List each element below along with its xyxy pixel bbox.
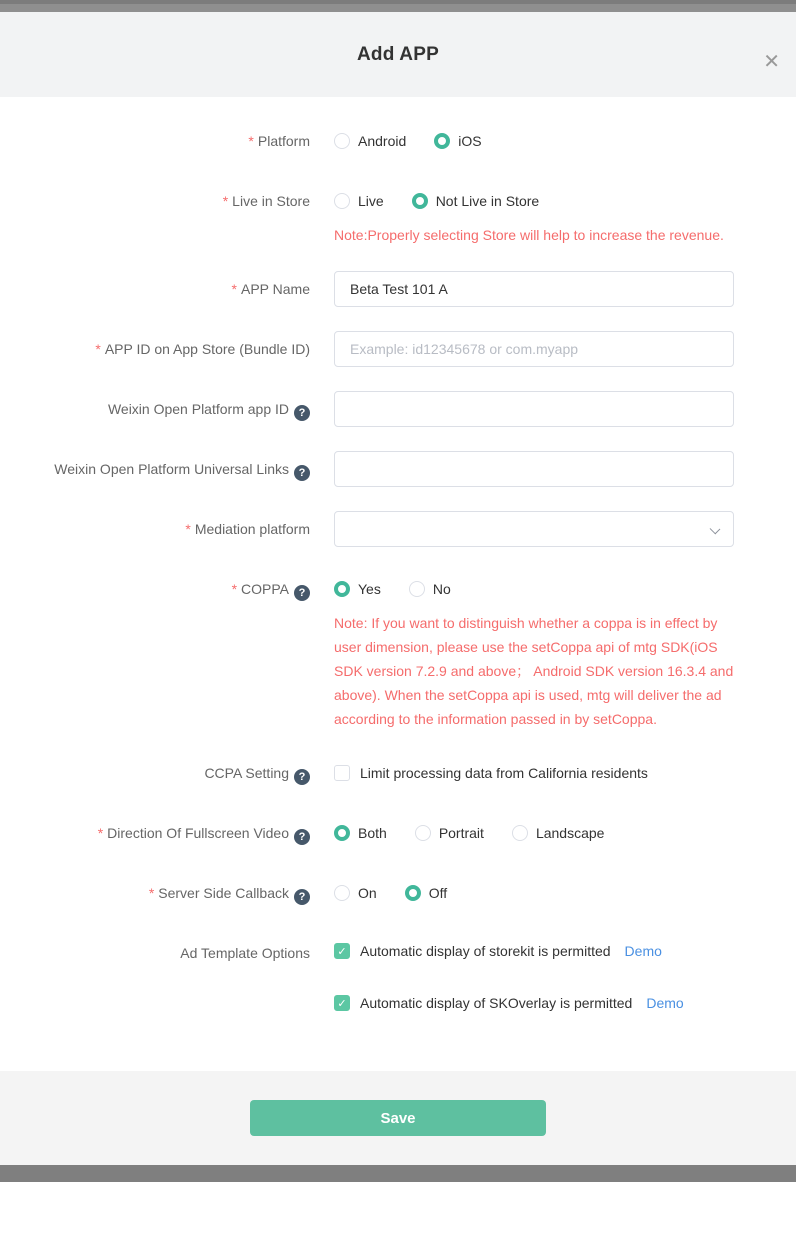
radio-selected-icon[interactable]: [334, 581, 350, 597]
storekit-checkbox-label: Automatic display of storekit is permitted: [360, 943, 611, 959]
radio-unselected-icon[interactable]: [409, 581, 425, 597]
ad-template-row: [0, 935, 796, 1011]
close-icon[interactable]: ✕: [763, 51, 780, 73]
required-asterisk: *: [185, 521, 191, 537]
platform-label: * Platform: [248, 133, 310, 149]
callback-radio-on[interactable]: [334, 885, 377, 901]
platform-radio-ios[interactable]: [434, 133, 481, 149]
coppa-row: [0, 571, 796, 731]
direction-label: * Direction Of Fullscreen Video ?: [0, 815, 310, 851]
server-callback-row: [0, 875, 796, 911]
radio-selected-icon[interactable]: [434, 133, 450, 149]
app-id-row: [0, 331, 796, 367]
app-name-row: [0, 271, 796, 307]
storekit-demo-link[interactable]: Demo: [624, 943, 662, 959]
required-asterisk: *: [97, 825, 104, 841]
platform-row: [0, 123, 796, 159]
modal-title: Add APP: [357, 43, 439, 65]
radio-label: Live: [358, 193, 384, 209]
weixin-universal-links-label: Weixin Open Platform Universal Links ?: [0, 451, 310, 487]
mediation-platform-label: * Mediation platform: [185, 521, 310, 537]
radio-label: Landscape: [535, 825, 605, 841]
radio-selected-icon[interactable]: [405, 885, 421, 901]
weixin-universal-links-input[interactable]: [334, 451, 734, 487]
required-asterisk: *: [148, 885, 155, 901]
radio-label: Both: [358, 825, 387, 841]
live-in-store-row: [0, 183, 796, 247]
weixin-app-id-label: Weixin Open Platform app ID ?: [0, 391, 310, 427]
help-icon[interactable]: ?: [294, 585, 310, 601]
help-icon[interactable]: ?: [294, 769, 310, 785]
mediation-platform-select[interactable]: [334, 511, 734, 547]
live-radio-live[interactable]: [334, 193, 384, 209]
server-callback-label: * Server Side Callback ?: [0, 875, 310, 911]
save-button[interactable]: Save: [250, 1100, 546, 1136]
skoverlay-demo-link[interactable]: Demo: [646, 995, 684, 1011]
checkbox-checked-icon[interactable]: ✓: [334, 995, 350, 1011]
radio-selected-icon[interactable]: [412, 193, 428, 209]
help-icon[interactable]: ?: [294, 889, 310, 905]
radio-label: Not Live in Store: [435, 193, 540, 209]
coppa-note-text: Note: If you want to distinguish whether a coppa is in effect by user dimension, please use the setCoppa api of mtg SDK(iOS SDK version 7.2.9 and above； Android SDK version 16.3.4 and above). When the setCoppa api is used, mtg will deliver the ad according to the information passed in by setCoppa.: [334, 615, 734, 727]
radio-label: Portrait: [438, 825, 484, 841]
radio-unselected-icon[interactable]: [334, 133, 350, 149]
store-note-text: Note:Properly selecting Store will help to increase the revenue.: [334, 227, 724, 243]
live-in-store-label: * Live in Store: [222, 193, 310, 209]
required-asterisk: *: [95, 341, 101, 357]
checkbox-unchecked-icon[interactable]: [334, 765, 350, 781]
page-background-strip: [0, 1165, 796, 1182]
weixin-app-id-row: [0, 391, 796, 427]
weixin-app-id-input[interactable]: [334, 391, 734, 427]
required-asterisk: *: [231, 281, 237, 297]
coppa-radio-no[interactable]: [409, 581, 451, 597]
required-asterisk: *: [231, 581, 238, 597]
radio-label: iOS: [458, 133, 482, 149]
radio-unselected-icon[interactable]: [334, 885, 350, 901]
mediation-platform-row: [0, 511, 796, 547]
direction-row: [0, 815, 796, 851]
radio-unselected-icon[interactable]: [512, 825, 528, 841]
required-asterisk: *: [248, 133, 254, 149]
skoverlay-checkbox-label: Automatic display of SKOverlay is permitted: [360, 995, 633, 1011]
radio-unselected-icon[interactable]: [415, 825, 431, 841]
radio-label: Android: [358, 133, 407, 149]
radio-label: No: [432, 581, 451, 597]
coppa-label: * COPPA ?: [0, 571, 310, 731]
radio-unselected-icon[interactable]: [334, 193, 350, 209]
radio-selected-icon[interactable]: [334, 825, 350, 841]
coppa-radio-yes[interactable]: [334, 581, 381, 597]
required-asterisk: *: [222, 193, 229, 209]
callback-radio-off[interactable]: [405, 885, 447, 901]
platform-radio-android[interactable]: [334, 133, 406, 149]
add-app-form: [0, 97, 796, 1071]
radio-label: On: [358, 885, 377, 901]
ccpa-checkbox-label: Limit processing data from California residents: [360, 765, 648, 781]
storekit-option: [334, 943, 734, 959]
checkbox-checked-icon[interactable]: ✓: [334, 943, 350, 959]
modal-header: [0, 12, 796, 97]
app-name-input[interactable]: [334, 271, 734, 307]
page-background-strip: [0, 4, 796, 12]
help-icon[interactable]: ?: [294, 465, 310, 481]
app-id-label: * APP ID on App Store (Bundle ID): [95, 341, 310, 357]
skoverlay-option: [334, 995, 734, 1011]
help-icon[interactable]: ?: [294, 829, 310, 845]
live-radio-not-live[interactable]: [412, 193, 540, 209]
radio-label: Off: [428, 885, 448, 901]
ccpa-label: CCPA Setting ?: [0, 755, 310, 791]
direction-radio-landscape[interactable]: [512, 825, 605, 841]
app-name-label: * APP Name: [231, 281, 310, 297]
ad-template-label: Ad Template Options: [180, 945, 310, 961]
app-id-input[interactable]: [334, 331, 734, 367]
chevron-down-icon: [710, 524, 721, 535]
direction-radio-portrait[interactable]: [415, 825, 484, 841]
help-icon[interactable]: ?: [294, 405, 310, 421]
modal-footer: [0, 1071, 796, 1165]
radio-label: Yes: [358, 581, 381, 597]
weixin-universal-links-row: [0, 451, 796, 487]
direction-radio-both[interactable]: [334, 825, 387, 841]
ccpa-row: [0, 755, 796, 791]
